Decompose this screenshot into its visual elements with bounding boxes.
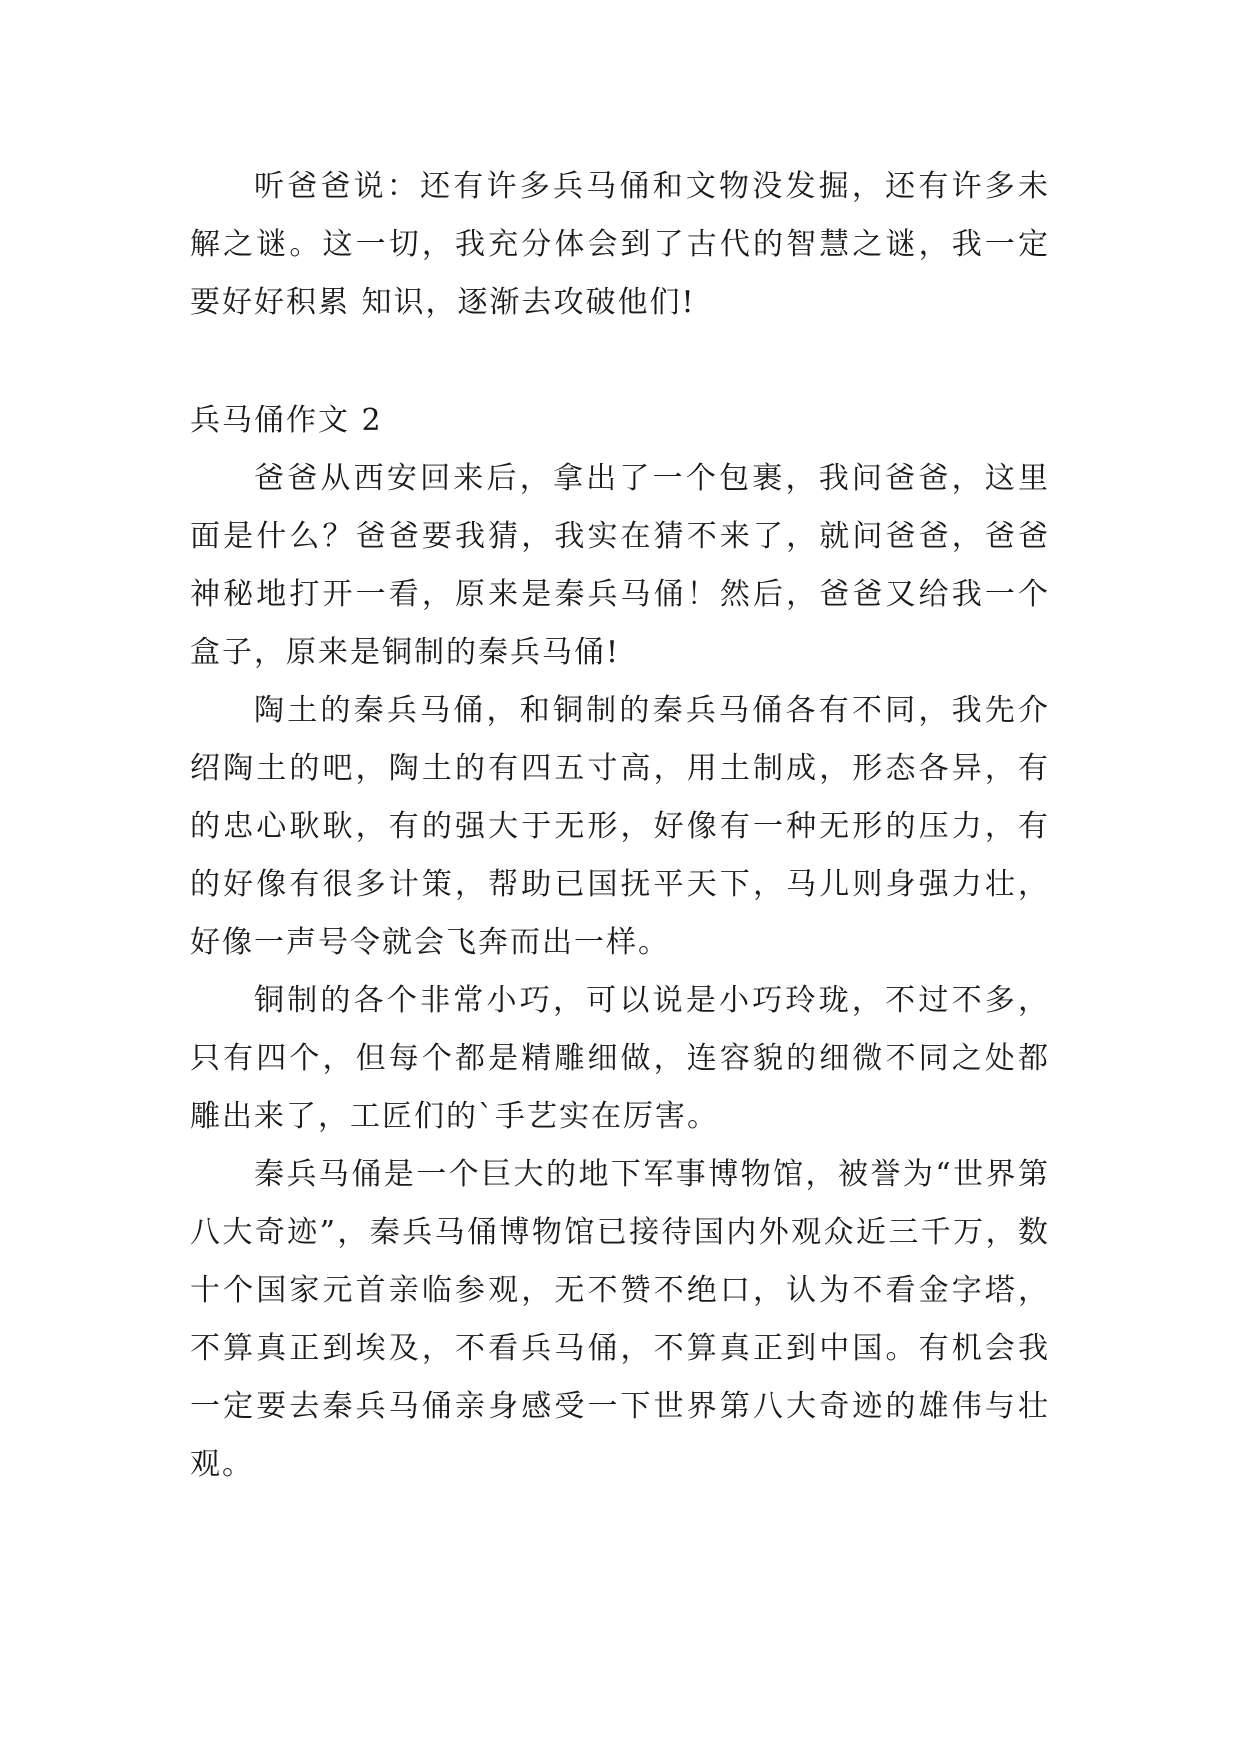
paragraph: 爸爸从西安回来后，拿出了一个包裹，我问爸爸，这里面是什么？爸爸要我猜，我实在猜不来了，就问爸爸，爸爸神秘地打开一看，原来是秦兵马俑！然后，爸爸又给我一个盒子，原来是铜制的秦兵马俑! (190, 461, 1050, 670)
essay-body (190, 450, 1050, 1494)
paragraph: 秦兵马俑是一个巨大的地下军事博物馆，被誉为“世界第八大奇迹”，秦兵马俑博物馆已接待国内外观众近三千万，数十个国家元首亲临参观，无不赞不绝口，认为不看金字塔，不算真正到埃及，不看兵马俑，不算真正到中国。有机会我一定要去秦兵马俑亲身感受一下世界第八大奇迹的雄伟与壮观。 (190, 1157, 1050, 1482)
paragraph: 铜制的各个非常小巧，可以说是小巧玲珑，不过不多，只有四个，但每个都是精雕细做，连容貌的细微不同之处都雕出来了，工匠们的`手艺实在厉害。 (190, 983, 1050, 1134)
paragraph: 听爸爸说：还有许多兵马俑和文物没发掘，还有许多未解之谜。这一切，我充分体会到了古代的智慧之谜，我一定要好好积累 知识，逐渐去攻破他们! (190, 169, 1050, 320)
paragraph: 陶土的秦兵马俑，和铜制的秦兵马俑各有不同，我先介绍陶土的吧，陶土的有四五寸高，用土制成，形态各异，有的忠心耿耿，有的强大于无形，好像有一种无形的压力，有的好像有很多计策，帮助已国抚平天下，马儿则身强力壮，好像一声号令就会飞奔而出一样。 (190, 693, 1050, 960)
section-heading: 兵马俑作文 2 (190, 403, 383, 438)
intro-section (190, 158, 1050, 332)
